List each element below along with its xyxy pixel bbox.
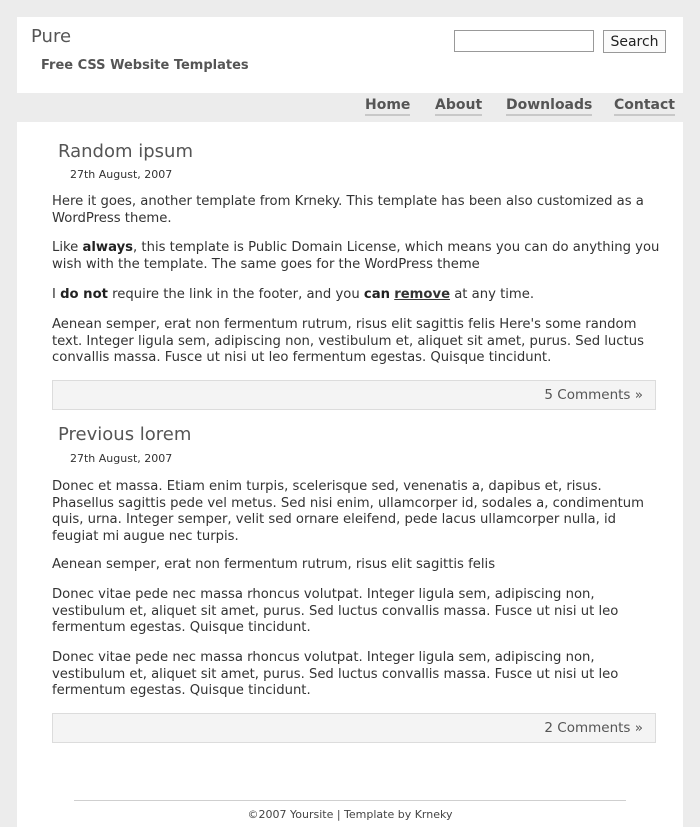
nav-bar	[17, 93, 683, 122]
nav-downloads-link[interactable]: Downloads	[506, 97, 592, 116]
comments-bar	[52, 380, 656, 410]
text-span: Like	[52, 240, 83, 255]
footer-text: ©2007 Yoursite | Template by Krneky	[247, 808, 453, 821]
remove-link[interactable]: remove	[394, 287, 451, 302]
text-span: , this template is Public Domain License, which means you can do anything you wish with the template. The same goes for the WordPress theme	[52, 240, 660, 272]
post-title[interactable]: Previous lorem	[58, 424, 192, 445]
text-span: I	[52, 287, 61, 302]
nav-home-link[interactable]: Home	[365, 97, 410, 116]
post-paragraph: Here it goes, another template from Krneky. This template has been also customized as a WordPress theme.	[52, 194, 644, 226]
nav-contact-link[interactable]: Contact	[614, 97, 675, 116]
post-paragraph: Aenean semper, erat non fermentum rutrum, risus elit sagittis felis Here's some random text. Integer ligula sem, adipiscing non, vestibulum et, aliquet sit amet, purus. Sed luctus convallis massa. Fusce ut nisi ut leo fermentum egestas. Quisque tincidunt.	[52, 317, 644, 365]
text-span: at any time.	[450, 287, 535, 302]
comments-bar	[52, 713, 656, 743]
text-span: require the link in the footer, and you	[107, 287, 364, 302]
post-paragraph	[52, 287, 662, 304]
post-title[interactable]: Random ipsum	[58, 141, 193, 162]
search-button[interactable]: Search	[603, 30, 666, 53]
post-paragraph	[52, 240, 662, 273]
footer-divider	[74, 800, 626, 801]
post-date: 27th August, 2007	[70, 452, 173, 465]
post-paragraph: Donec vitae pede nec massa rhoncus volutpat. Integer ligula sem, adipiscing non, vestibulum et, aliquet sit amet, purus. Sed luctus convallis massa. Fusce ut nisi ut leo fermentum egestas. Quisque tincidunt.	[52, 587, 619, 635]
site-tagline: Free CSS Website Templates	[41, 58, 249, 73]
nav-about-link[interactable]: About	[435, 97, 482, 116]
bold-text: do not	[60, 287, 108, 302]
post-paragraph: Aenean semper, erat non fermentum rutrum, risus elit sagittis felis	[52, 557, 496, 572]
post-paragraph: Donec et massa. Etiam enim turpis, scelerisque sed, venenatis a, dapibus et, risus. Phasellus sagittis pede vel metus. Sed nisi enim, ullamcorper id, sodales a, condimentum quis, urna. Integer semper, velit sed ornare eleifend, pede lacus ullamcorper nulla, id feugiat mi augue nec turpis.	[52, 479, 644, 544]
post-paragraph: Donec vitae pede nec massa rhoncus volutpat. Integer ligula sem, adipiscing non, vestibulum et, aliquet sit amet, purus. Sed luctus convallis massa. Fusce ut nisi ut leo fermentum egestas. Quisque tincidunt.	[52, 650, 619, 698]
site-title: Pure	[31, 26, 72, 47]
comments-link[interactable]: 5 Comments »	[544, 387, 643, 403]
post-date: 27th August, 2007	[70, 168, 173, 181]
bold-text: always	[82, 240, 134, 255]
search-input[interactable]	[454, 30, 594, 52]
bold-text: can	[363, 287, 391, 302]
page-container	[17, 17, 683, 827]
comments-link[interactable]: 2 Comments »	[544, 720, 643, 736]
